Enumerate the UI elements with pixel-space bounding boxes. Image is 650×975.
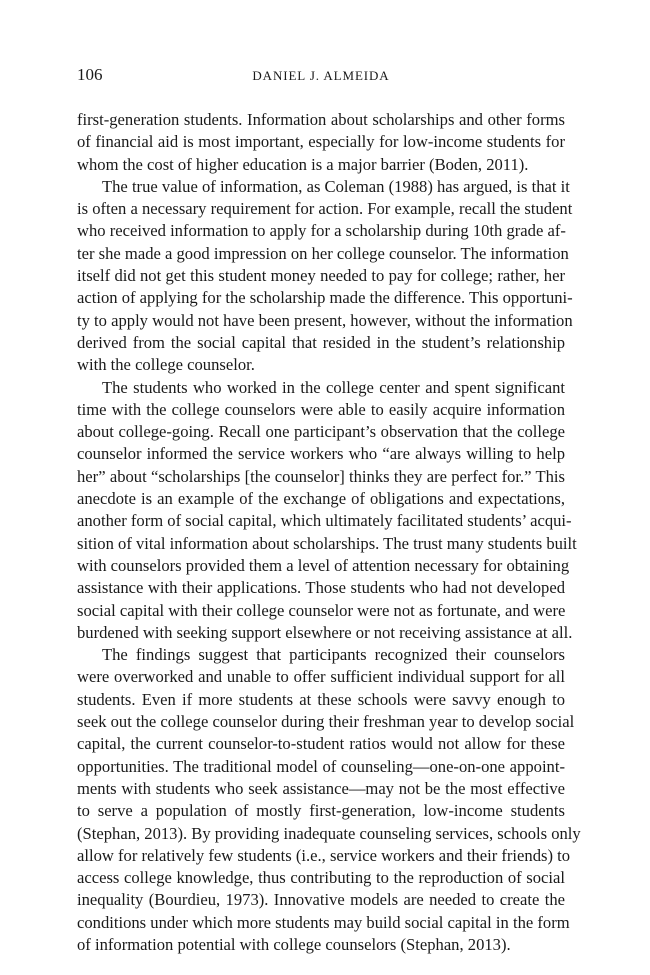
text-line: sition of vital information about scholarships. The trust many students built <box>77 533 577 553</box>
text-line: another form of social capital, which ultimately facilitated students’ acqui- <box>77 511 572 531</box>
text-line: counselor informed the service workers who “are always willing to help <box>77 444 565 464</box>
paragraph-1 <box>77 109 565 176</box>
text-line: burdened with seeking support elsewhere or not receiving assistance at all. <box>77 622 573 642</box>
text-line: conditions under which more students may build social capital in the form <box>77 912 570 932</box>
text-line: who received information to apply for a scholarship during 10th grade af- <box>77 221 566 241</box>
text-line: ments with students who seek assistance—may not be the most effective <box>77 778 565 798</box>
text-line: of financial aid is most important, especially for low-income students for <box>77 132 565 152</box>
text-line: capital, the current counselor-to-student ratios would not allow for these <box>77 734 565 754</box>
text-line: The students who worked in the college center and spent significant <box>102 377 565 397</box>
text-line: derived from the social capital that resided in the student’s relationship <box>77 332 565 352</box>
text-line: ter she made a good impression on her college counselor. The information <box>77 243 569 263</box>
running-head-author: DANIEL J. ALMEIDA <box>252 68 390 83</box>
text-line: with the college counselor. <box>77 355 255 375</box>
text-line: her” about “scholarships [the counselor] thinks they are perfect for.” This <box>77 466 565 486</box>
text-line: students. Even if more students at these schools were savvy enough to <box>77 689 565 709</box>
text-line: with counselors provided them a level of attention necessary for obtaining <box>77 555 570 575</box>
text-line: to serve a population of mostly first-generation, low-income students <box>77 801 565 821</box>
text-line: action of applying for the scholarship made the difference. This opportuni- <box>77 288 573 308</box>
text-line: allow for relatively few students (i.e., service workers and their friends) to <box>77 845 571 865</box>
text-line: about college-going. Recall one participant’s observation that the college <box>77 422 565 442</box>
text-line: assistance with their applications. Those students who had not developed <box>77 578 565 598</box>
body-text <box>77 109 581 956</box>
running-head <box>77 64 565 86</box>
paragraph-2 <box>77 176 573 377</box>
text-line: were overworked and unable to offer sufficient individual support for all <box>77 667 565 687</box>
paragraph-3 <box>77 377 577 645</box>
text-line: The findings suggest that participants recognized their counselors <box>102 645 565 665</box>
text-line: time with the college counselors were able to easily acquire information <box>77 399 565 419</box>
text-line: is often a necessary requirement for action. For example, recall the student <box>77 199 573 219</box>
text-line: The true value of information, as Coleman (1988) has argued, is that it <box>102 176 570 196</box>
text-line: of information potential with college counselors (Stephan, 2013). <box>77 934 511 954</box>
page-number: 106 <box>77 65 103 84</box>
text-line: opportunities. The traditional model of counseling—one-on-one appoint- <box>77 756 565 776</box>
text-line: first-generation students. Information about scholarships and other forms <box>77 110 565 129</box>
text-line: social capital with their college counselor were not as fortunate, and were <box>77 600 566 620</box>
text-line: inequality (Bourdieu, 1973). Innovative models are needed to create the <box>77 890 565 910</box>
text-line: anecdote is an example of the exchange of obligations and expectations, <box>77 489 565 509</box>
text-line: (Stephan, 2013). By providing inadequate counseling services, schools only <box>77 823 581 843</box>
text-line: seek out the college counselor during their freshman year to develop social <box>77 712 575 732</box>
text-line: whom the cost of higher education is a major barrier (Boden, 2011). <box>77 154 529 174</box>
text-line: access college knowledge, thus contributing to the reproduction of social <box>77 868 565 888</box>
text-line: ty to apply would not have been present, however, without the information <box>77 310 573 330</box>
paragraph-4 <box>77 644 581 956</box>
text-line: itself did not get this student money needed to pay for college; rather, her <box>77 266 565 286</box>
